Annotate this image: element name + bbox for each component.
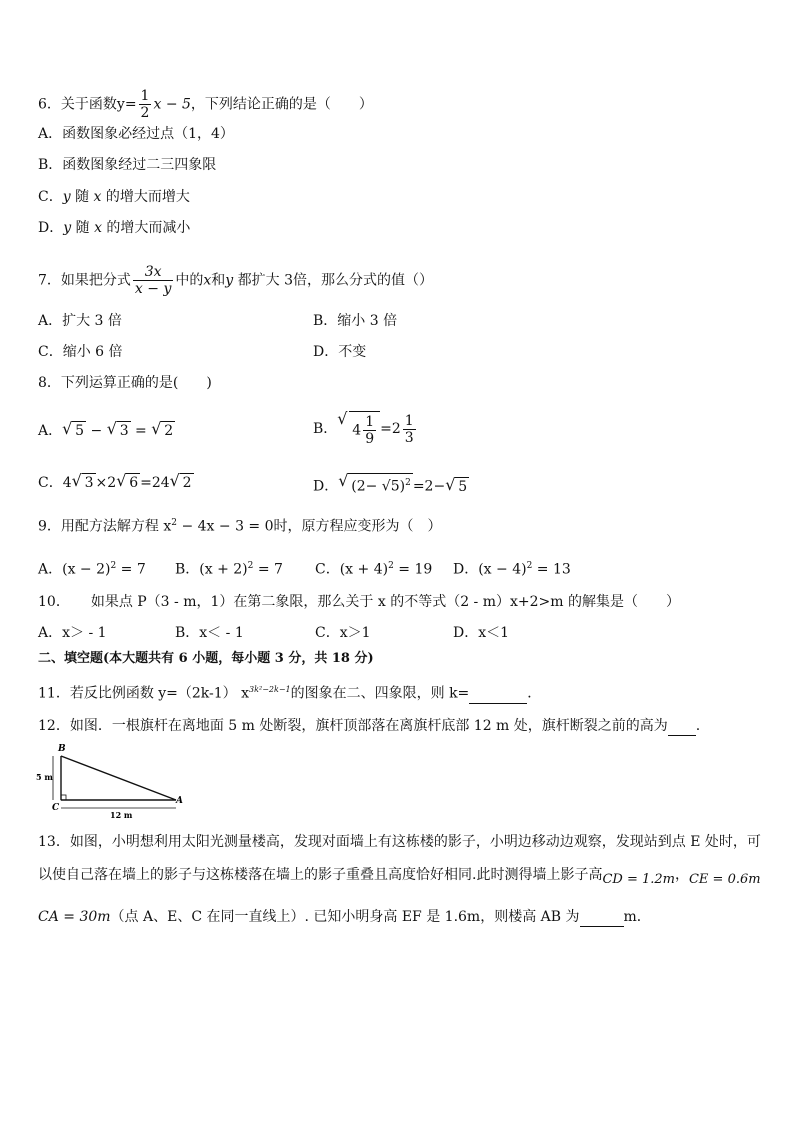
q8-c-root2 bbox=[118, 473, 140, 492]
q9-d-pre: D．(x − 4) bbox=[453, 561, 527, 578]
q8-stem-text: 8．下列运算正确的是( ) bbox=[38, 375, 212, 391]
q8-b-root bbox=[339, 411, 380, 447]
q8-b-den: 9 bbox=[365, 431, 375, 447]
q6-option-b bbox=[38, 156, 216, 174]
q8-d-exp: 2 bbox=[405, 478, 411, 488]
q11-prefix: 11．若反比例函数 y=（2k-1） x bbox=[38, 685, 250, 702]
q11-stem bbox=[38, 681, 541, 704]
q8-a-rad2: 3 bbox=[117, 421, 131, 440]
q13-cd: CD = 1.2m bbox=[602, 872, 675, 887]
q8-b-frac1 bbox=[363, 414, 376, 447]
q13-ce: CE = 0.6m bbox=[688, 872, 761, 887]
q6-d-mid: 随 bbox=[71, 220, 95, 236]
q8-stem bbox=[38, 374, 212, 392]
q8-a-rad1: 5 bbox=[72, 421, 86, 440]
q6-suffix: ，下列结论正确的是（ ） bbox=[190, 96, 373, 113]
q9-exp: 2 bbox=[171, 518, 177, 528]
q6-fraction bbox=[139, 88, 152, 121]
label-height: 5 m bbox=[36, 772, 53, 782]
q8-b-num2: 1 bbox=[404, 412, 414, 429]
label-a: A bbox=[176, 796, 183, 806]
q6-stem bbox=[38, 88, 373, 121]
q8-d-root bbox=[340, 473, 413, 496]
q8-d-rad bbox=[348, 473, 413, 496]
q10-option-a bbox=[38, 624, 107, 642]
q7-option-c bbox=[38, 343, 123, 361]
q10-text: 10． 如果点 P（3 - m，1）在第二象限，那么关于 x 的不等式（2 - m）x+2>m 的解集是（ ） bbox=[38, 594, 681, 610]
q6-option-c bbox=[38, 188, 190, 206]
q9-a-post: = 7 bbox=[116, 561, 146, 578]
section-heading-text: 二、填空题(本大题共有 6 小题，每小题 3 分，共 18 分) bbox=[38, 651, 374, 666]
q6-expr: x − 5 bbox=[153, 96, 191, 113]
q8-a-minus: − bbox=[86, 423, 107, 439]
q8-d-rad2: 5 bbox=[455, 477, 469, 496]
q7-frac-num: 3x bbox=[133, 264, 173, 281]
q8-b-label: B． bbox=[313, 421, 338, 437]
q13-line1-text: 13．如图，小明想利用太阳光测量楼高，发现对面墙上有这栋楼的影子，小明边移动边观察，发现站到点 E 处时，可 bbox=[38, 834, 761, 850]
q8-a-root2 bbox=[109, 421, 131, 440]
q8-c-root1 bbox=[74, 473, 96, 492]
q7-option-a bbox=[38, 312, 122, 330]
q9-a-pre: A．(x − 2) bbox=[38, 561, 111, 578]
q9-d-sq: 2 bbox=[526, 561, 533, 571]
q13-ca: CA = 30m bbox=[38, 909, 111, 925]
q9-option-c bbox=[315, 557, 432, 579]
label-base: 12 m bbox=[110, 810, 133, 820]
right-angle-mark bbox=[61, 795, 66, 800]
q6-option-d bbox=[38, 219, 190, 237]
q6-option-a-text: A．函数图象必经过点（1，4） bbox=[38, 126, 234, 142]
q7-x: x bbox=[203, 272, 212, 289]
q10-option-b bbox=[175, 624, 244, 642]
q9-c-post: = 19 bbox=[393, 561, 433, 578]
label-c: C bbox=[52, 803, 60, 813]
q8-b-eq: =2 bbox=[380, 421, 401, 437]
q8-d-root2 bbox=[447, 477, 469, 496]
q7-mid1: 中的 bbox=[175, 272, 204, 289]
q8-d-label: D． bbox=[313, 478, 339, 495]
q7-fraction bbox=[133, 264, 173, 297]
q12-end: . bbox=[695, 718, 701, 734]
q6-c-pre: C． bbox=[38, 189, 63, 205]
q6-c-y: y bbox=[62, 189, 71, 205]
q6-prefix: 6．关于函数y= bbox=[38, 96, 137, 113]
q8-c-mid: ×2 bbox=[95, 475, 117, 491]
q9-c-pre: C．(x + 4) bbox=[315, 561, 389, 578]
q8-option-d bbox=[313, 473, 469, 496]
q10-b-text: B．x＜ - 1 bbox=[175, 625, 244, 641]
q8-a-rad3: 2 bbox=[161, 421, 175, 440]
q8-c-rad2: 6 bbox=[126, 473, 140, 492]
q9-b-sq: 2 bbox=[247, 561, 254, 571]
q8-b-den2: 3 bbox=[404, 429, 414, 446]
q13-line2 bbox=[38, 866, 761, 885]
q8-a-root1 bbox=[64, 421, 86, 440]
q13-line2-text: 以使自己落在墙上的影子与这栋楼落在墙上的影子重叠且高度恰好相同.此时测得墙上影子高 bbox=[38, 867, 603, 883]
q6-option-b-text: B．函数图象经过二三四象限 bbox=[38, 157, 217, 173]
q7-option-a-text: A．扩大 3 倍 bbox=[38, 313, 122, 329]
label-b: B bbox=[58, 744, 66, 754]
q7-option-b bbox=[313, 312, 397, 330]
q6-c-post: 的增大而增大 bbox=[101, 189, 190, 205]
q8-a-label: A． bbox=[38, 423, 63, 439]
q8-c-rad1: 3 bbox=[82, 473, 96, 492]
q8-b-rad bbox=[349, 411, 380, 447]
q9-a-sq: 2 bbox=[110, 561, 117, 571]
q12-text: 12．如图．一根旗杆在离地面 5 m 处断裂，旗杆顶部落在离旗杆底部 12 m 处，旗杆断裂之前的高为 bbox=[38, 718, 668, 734]
q7-option-b-text: B．缩小 3 倍 bbox=[313, 313, 398, 329]
q9-option-d bbox=[453, 557, 571, 579]
q13-unit: m． bbox=[623, 909, 651, 925]
q6-d-x: x bbox=[94, 220, 102, 236]
q7-option-d bbox=[313, 343, 366, 361]
q9-c-sq: 2 bbox=[388, 561, 394, 571]
flagpole-figure bbox=[30, 740, 190, 820]
q8-b-frac2 bbox=[403, 413, 416, 446]
q8-d-rad-text: (2− √5) bbox=[351, 478, 406, 495]
q10-option-c bbox=[315, 624, 371, 642]
q9-option-b bbox=[175, 557, 283, 579]
q8-c-label: C．4 bbox=[38, 475, 72, 491]
q9-b-post: = 7 bbox=[253, 561, 283, 578]
section-heading bbox=[38, 650, 374, 668]
q11-exp: 3k²−2k−1 bbox=[249, 685, 291, 694]
q8-a-eq: = bbox=[130, 423, 152, 439]
q6-option-a bbox=[38, 125, 234, 143]
q9-stem bbox=[38, 514, 442, 536]
q8-option-b bbox=[313, 411, 418, 447]
q6-frac-den: 2 bbox=[140, 105, 150, 121]
q7-stem bbox=[38, 264, 433, 297]
q7-frac-den: x − y bbox=[134, 281, 172, 297]
q8-b-num: 1 bbox=[365, 414, 375, 430]
q8-d-eq: =2− bbox=[412, 478, 446, 495]
q7-option-d-text: D．不变 bbox=[313, 344, 367, 360]
q9-suffix: − 4x − 3 = 0时，原方程应变形为（ ） bbox=[177, 518, 442, 535]
q7-prefix: 7．如果把分式 bbox=[38, 272, 131, 289]
q6-frac-num: 1 bbox=[140, 88, 150, 104]
q8-a-root3 bbox=[153, 421, 175, 440]
q13-comma: ， bbox=[674, 867, 689, 883]
q11-answer-blank[interactable] bbox=[469, 685, 527, 704]
q11-suffix: 的图象在二、四象限，则 k= bbox=[290, 685, 470, 702]
q12-stem bbox=[38, 717, 700, 736]
q10-a-text: A．x＞ - 1 bbox=[38, 625, 107, 641]
q13-line3 bbox=[38, 908, 651, 927]
q10-d-text: D．x＜1 bbox=[453, 625, 510, 641]
q12-answer-blank[interactable] bbox=[668, 717, 696, 736]
q8-c-rad3: 2 bbox=[180, 473, 194, 492]
q9-d-post: = 13 bbox=[532, 561, 571, 578]
q11-end: ． bbox=[527, 685, 542, 702]
q6-c-mid: 随 bbox=[70, 189, 94, 205]
q8-c-root3 bbox=[172, 473, 194, 492]
q13-answer-blank[interactable] bbox=[580, 908, 624, 927]
q9-b-pre: B．(x + 2) bbox=[175, 561, 248, 578]
q8-option-a bbox=[38, 421, 175, 440]
q8-b-int: 4 bbox=[352, 422, 362, 439]
q8-c-eq: =24 bbox=[140, 475, 170, 491]
q6-d-post: 的增大而减小 bbox=[101, 220, 191, 236]
q8-option-c bbox=[38, 473, 194, 492]
broken-top-line bbox=[61, 756, 176, 800]
q13-line3-text: （点 A、E、C 在同一直线上）. 已知小明身高 EF 是 1.6m，则楼高 AB 为 bbox=[110, 909, 580, 925]
q13-line1 bbox=[38, 833, 761, 851]
q7-option-c-text: C．缩小 6 倍 bbox=[38, 344, 123, 360]
q9-prefix: 9．用配方法解方程 x bbox=[38, 518, 172, 535]
q7-y: y bbox=[225, 272, 234, 289]
q6-c-x: x bbox=[93, 189, 102, 205]
q10-c-text: C．x＞1 bbox=[315, 625, 371, 641]
q7-mid2: 和 bbox=[211, 272, 226, 289]
q6-d-y: y bbox=[63, 220, 72, 236]
q10-stem bbox=[38, 593, 680, 611]
q6-d-pre: D． bbox=[38, 220, 64, 236]
q9-option-a bbox=[38, 557, 146, 579]
q10-option-d bbox=[453, 624, 509, 642]
q7-suffix: 都扩大 3倍，那么分式的值（） bbox=[233, 272, 433, 289]
